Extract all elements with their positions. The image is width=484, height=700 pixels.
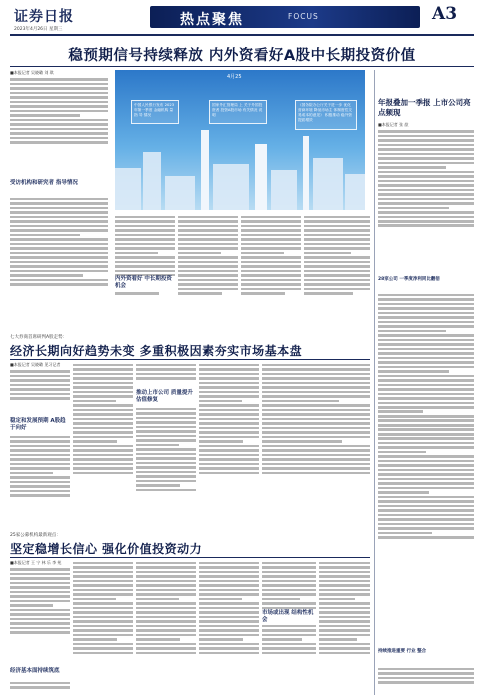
section3-column-4 [199, 560, 259, 695]
column-divider [374, 70, 375, 695]
section2-headline: 经济长期向好趋势未变 多重积极因素夯实市场基本盘 [10, 344, 303, 358]
graphic-box-2: 国家外汇管理局 上 关于外国投资者 投资A股市场 有关情况 说明 [209, 100, 267, 124]
masthead-rule [10, 34, 474, 36]
section3-subhead-1: 经济基本面持续筑底 [10, 668, 60, 674]
lead-column-4 [241, 214, 301, 330]
section-title: 热点聚焦 [180, 12, 244, 28]
section2-column-1 [10, 362, 70, 416]
section3-column-1b [10, 680, 70, 695]
lead-column-5 [304, 214, 370, 330]
section2-kicker: 七大券商首席研判A股走势： [10, 335, 68, 340]
section2-column-1b [10, 434, 70, 528]
body-text [178, 216, 238, 295]
body-text [136, 408, 196, 491]
lead-column-3 [178, 214, 238, 330]
section2-rule [10, 359, 370, 360]
section2-subhead-2: 推动上市公司 质量提升 估值修复 [136, 390, 193, 403]
section2-column-5 [262, 362, 370, 528]
lead-subhead: 受访机构和研究者 指导情况 [10, 180, 78, 186]
lead-illustration [115, 70, 365, 210]
body-text [304, 216, 370, 295]
skyline-building [271, 170, 297, 210]
body-text [199, 364, 259, 474]
section2-byline: ■本报记者 吴晓璐 见习记者 [10, 362, 61, 367]
skyline-building [115, 168, 141, 210]
graphic-date-label: 4月25 [227, 74, 242, 80]
lead-column-2 [115, 214, 175, 330]
skyline-building [143, 152, 161, 210]
body-text [199, 562, 259, 654]
lead-headline: 稳预期信号持续释放 内外资看好A股中长期投资价值 [68, 48, 416, 64]
sidebar-column-1 [378, 122, 474, 272]
section2-subhead-1: 稳定和发展预期 A股趋于向好 [10, 418, 66, 431]
skyline-building [213, 164, 249, 210]
skyline-building [313, 158, 343, 210]
sidebar-subhead-1: 28家公司 一季度净利同比翻倍 [378, 277, 440, 282]
headline-rule [10, 66, 474, 67]
sidebar-headline: 年报叠加一季报 上市公司亮点频现 [378, 98, 471, 117]
dateline: 2023年4月26日 星期三 [14, 27, 63, 32]
sidebar-byline: ■本报记者 张 歆 [378, 122, 409, 127]
body-text [378, 294, 474, 539]
section-title-en: FOCUS [288, 12, 319, 21]
body-text [136, 364, 196, 380]
body-text [378, 668, 474, 684]
skyline-tower [201, 130, 209, 210]
section3-column-2 [73, 560, 133, 695]
body-text [73, 364, 133, 474]
lead-subhead-2: 内外资看好 中长期投资机会 [115, 276, 175, 290]
section3-column-5 [262, 560, 316, 695]
body-text [262, 364, 370, 474]
section3-headline: 坚定稳增长信心 强化价值投资动力 [10, 542, 203, 556]
body-text [73, 562, 133, 654]
body-text [10, 682, 70, 689]
section2-column-4 [199, 362, 259, 528]
lead-column-1b [10, 196, 108, 330]
section3-rule [10, 557, 370, 558]
section2-column-3b [136, 406, 196, 528]
body-text [10, 198, 108, 286]
body-text [241, 216, 301, 295]
body-text [10, 370, 70, 400]
sidebar-subhead-2: 持续推进重要 行业 整合 [378, 649, 427, 654]
skyline-building [165, 176, 195, 210]
sidebar-article [378, 70, 474, 695]
section3-column-1 [10, 560, 70, 664]
section3-byline: ■本报记者 王 宁 林 乐 李 苑 [10, 560, 62, 565]
skyline-tower [255, 144, 267, 210]
page-number: A3 [432, 4, 458, 24]
body-text [262, 562, 316, 654]
sidebar-column-2 [378, 292, 474, 644]
body-text [10, 436, 70, 497]
section3-kicker: 25家公募机构最新观点： [10, 533, 61, 538]
section3-column-3 [136, 560, 196, 695]
skyline-building [345, 174, 365, 210]
section2-column-2 [73, 362, 133, 528]
newspaper-logo: 证券日报 [14, 9, 74, 25]
lead-byline: ■本报记者 吴晓璐 刘 琪 [10, 70, 54, 75]
body-text [10, 568, 70, 633]
section3-subhead-2: 市场或出现 结构性机会 [262, 610, 316, 624]
graphic-box-1: 中国人民银行发布 2023年第一季度 金融机构 量 指 导 情况 [131, 100, 179, 124]
body-text [10, 78, 108, 143]
section-banner [150, 6, 420, 28]
lead-column-1 [10, 70, 108, 175]
section2-column-3 [136, 362, 196, 388]
body-text [319, 562, 370, 654]
body-text [378, 130, 474, 227]
sidebar-column-3 [378, 666, 474, 695]
skyline-tower [303, 136, 309, 210]
section3-column-6 [319, 560, 370, 695]
graphic-box-3: 《国务院办公厅关于进一步 优化营商环境 降低市场主 体制度性交易成本的意见》 积极推动 稳外资 提质增效 [295, 100, 357, 130]
body-text [136, 562, 196, 654]
